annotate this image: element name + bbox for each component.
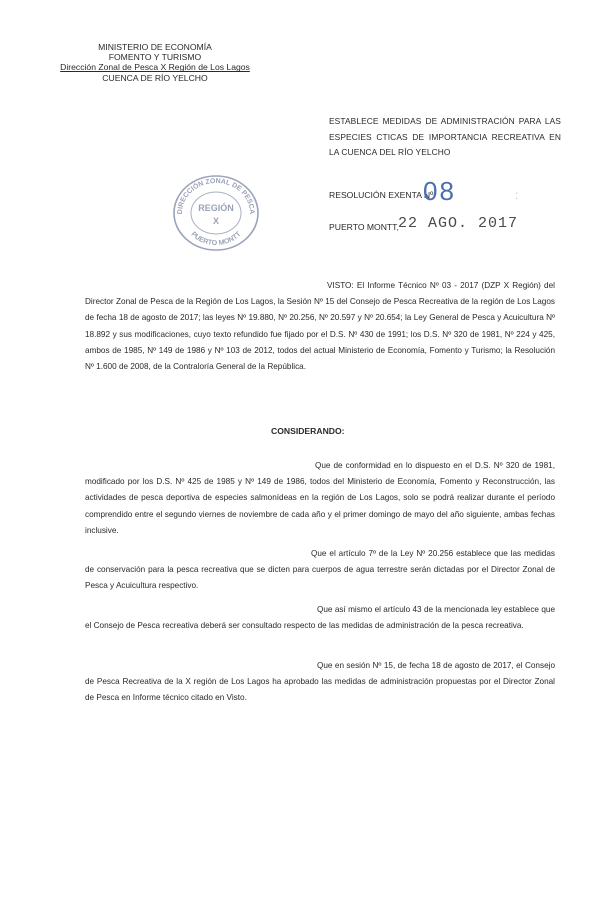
seal-ring-top: DIRECCIÓN ZONAL DE PESCA	[176, 177, 256, 215]
visto-paragraph: VISTO: El Informe Técnico Nº 03 - 2017 (DZP X Región) del Director Zonal de Pesca de la Región de Los Lagos, la Sesión Nº 15 del Consejo de Pesca Recreativa de la región de Los Lagos de fecha 18 de agosto de 2017; las leyes Nº 19.880, Nº 20.256, Nº 20.597 y Nº 20.654; la Ley General de Pesca y Acuicultura Nº 18.892 y sus modificaciones, cuyo texto refundido fue fijado por el D.S. Nº 430 de 1991; los D.S. Nº 320 de 1981, Nº 224 y 425, ambos de 1985, Nº 149 de 1986 y Nº 103 de 2012, todos del actual Ministerio de Economía, Fomento y Turismo; la Resolución Nº 1.600 de 2008, de la Contraloría General de la República.	[85, 281, 555, 372]
considerando-paragraph: Que en sesión Nº 15, de fecha 18 de agosto de 2017, el Consejo de Pesca Recreativa de la X región de Los Lagos ha aprobado las medidas de administración propuestas por el Director Zonal de Pesca en Informe técnico citado en Visto.	[85, 661, 555, 703]
letterhead	[40, 42, 270, 83]
resolution-label: RESOLUCIÓN EXENTA Nº	[329, 190, 434, 200]
location-label: PUERTO MONTT,	[329, 222, 399, 232]
resolution-number: 08	[423, 176, 456, 206]
seal-ring-bottom: PUERTO MONTT	[189, 230, 243, 248]
margin-mark: :	[515, 188, 519, 202]
seal-icon	[170, 173, 262, 253]
date-stamp: 22 AGO. 2017	[398, 215, 519, 232]
seal-region: REGIÓN	[198, 203, 234, 213]
zonal-direction: Dirección Zonal de Pesca X Región de Los Lagos	[60, 62, 250, 73]
considerando-paragraph: Que el artículo 7º de la Ley Nº 20.256 establece que las medidas de conservación para la pesca recreativa que se dicten para cuerpos de agua terrestre serán dictadas por el Director Zonal de Pesca y Acuicultura respectivo.	[85, 549, 555, 591]
ministry-subname: FOMENTO Y TURISMO	[108, 52, 202, 63]
seal-roman: X	[212, 216, 220, 226]
considerando-paragraph: Que de conformidad en lo dispuesto en el D.S. Nº 320 de 1981, modificado por los D.S. Nº 425 de 1985 y Nº 149 de 1986, todos del Ministerio de Economía, Fomento y Reconstrucción, las actividades de pesca deportiva de especies salmonídeas en la región de Los Lagos, solo se podrá realizar durante el período comprendido entre el segundo viernes de noviembre de cada año y el primer domingo de mayo del año siguiente, ambas fechas inclusive.	[85, 461, 555, 535]
official-seal	[170, 173, 262, 253]
considerando-paragraph: Que así mismo el artículo 43 de la mencionada ley establece que el Consejo de Pesca recreativa deberá ser consultado respecto de las medidas de administración de la pesca recreativa.	[85, 605, 555, 631]
svg-text:PUERTO MONTT	[189, 230, 243, 247]
ministry-name: MINISTERIO DE ECONOMÍA	[98, 42, 212, 52]
resolution-title: ESTABLECE MEDIDAS DE ADMINISTRACIÓN PARA LAS ESPECIES CTICAS DE IMPORTANCIA RECREATIVA EN LA CUENCA DEL RÍO YELCHO	[329, 116, 561, 157]
basin-name: CUENCA DE RÍO YELCHO	[102, 72, 208, 83]
considerando-heading: CONSIDERANDO:	[271, 426, 345, 436]
